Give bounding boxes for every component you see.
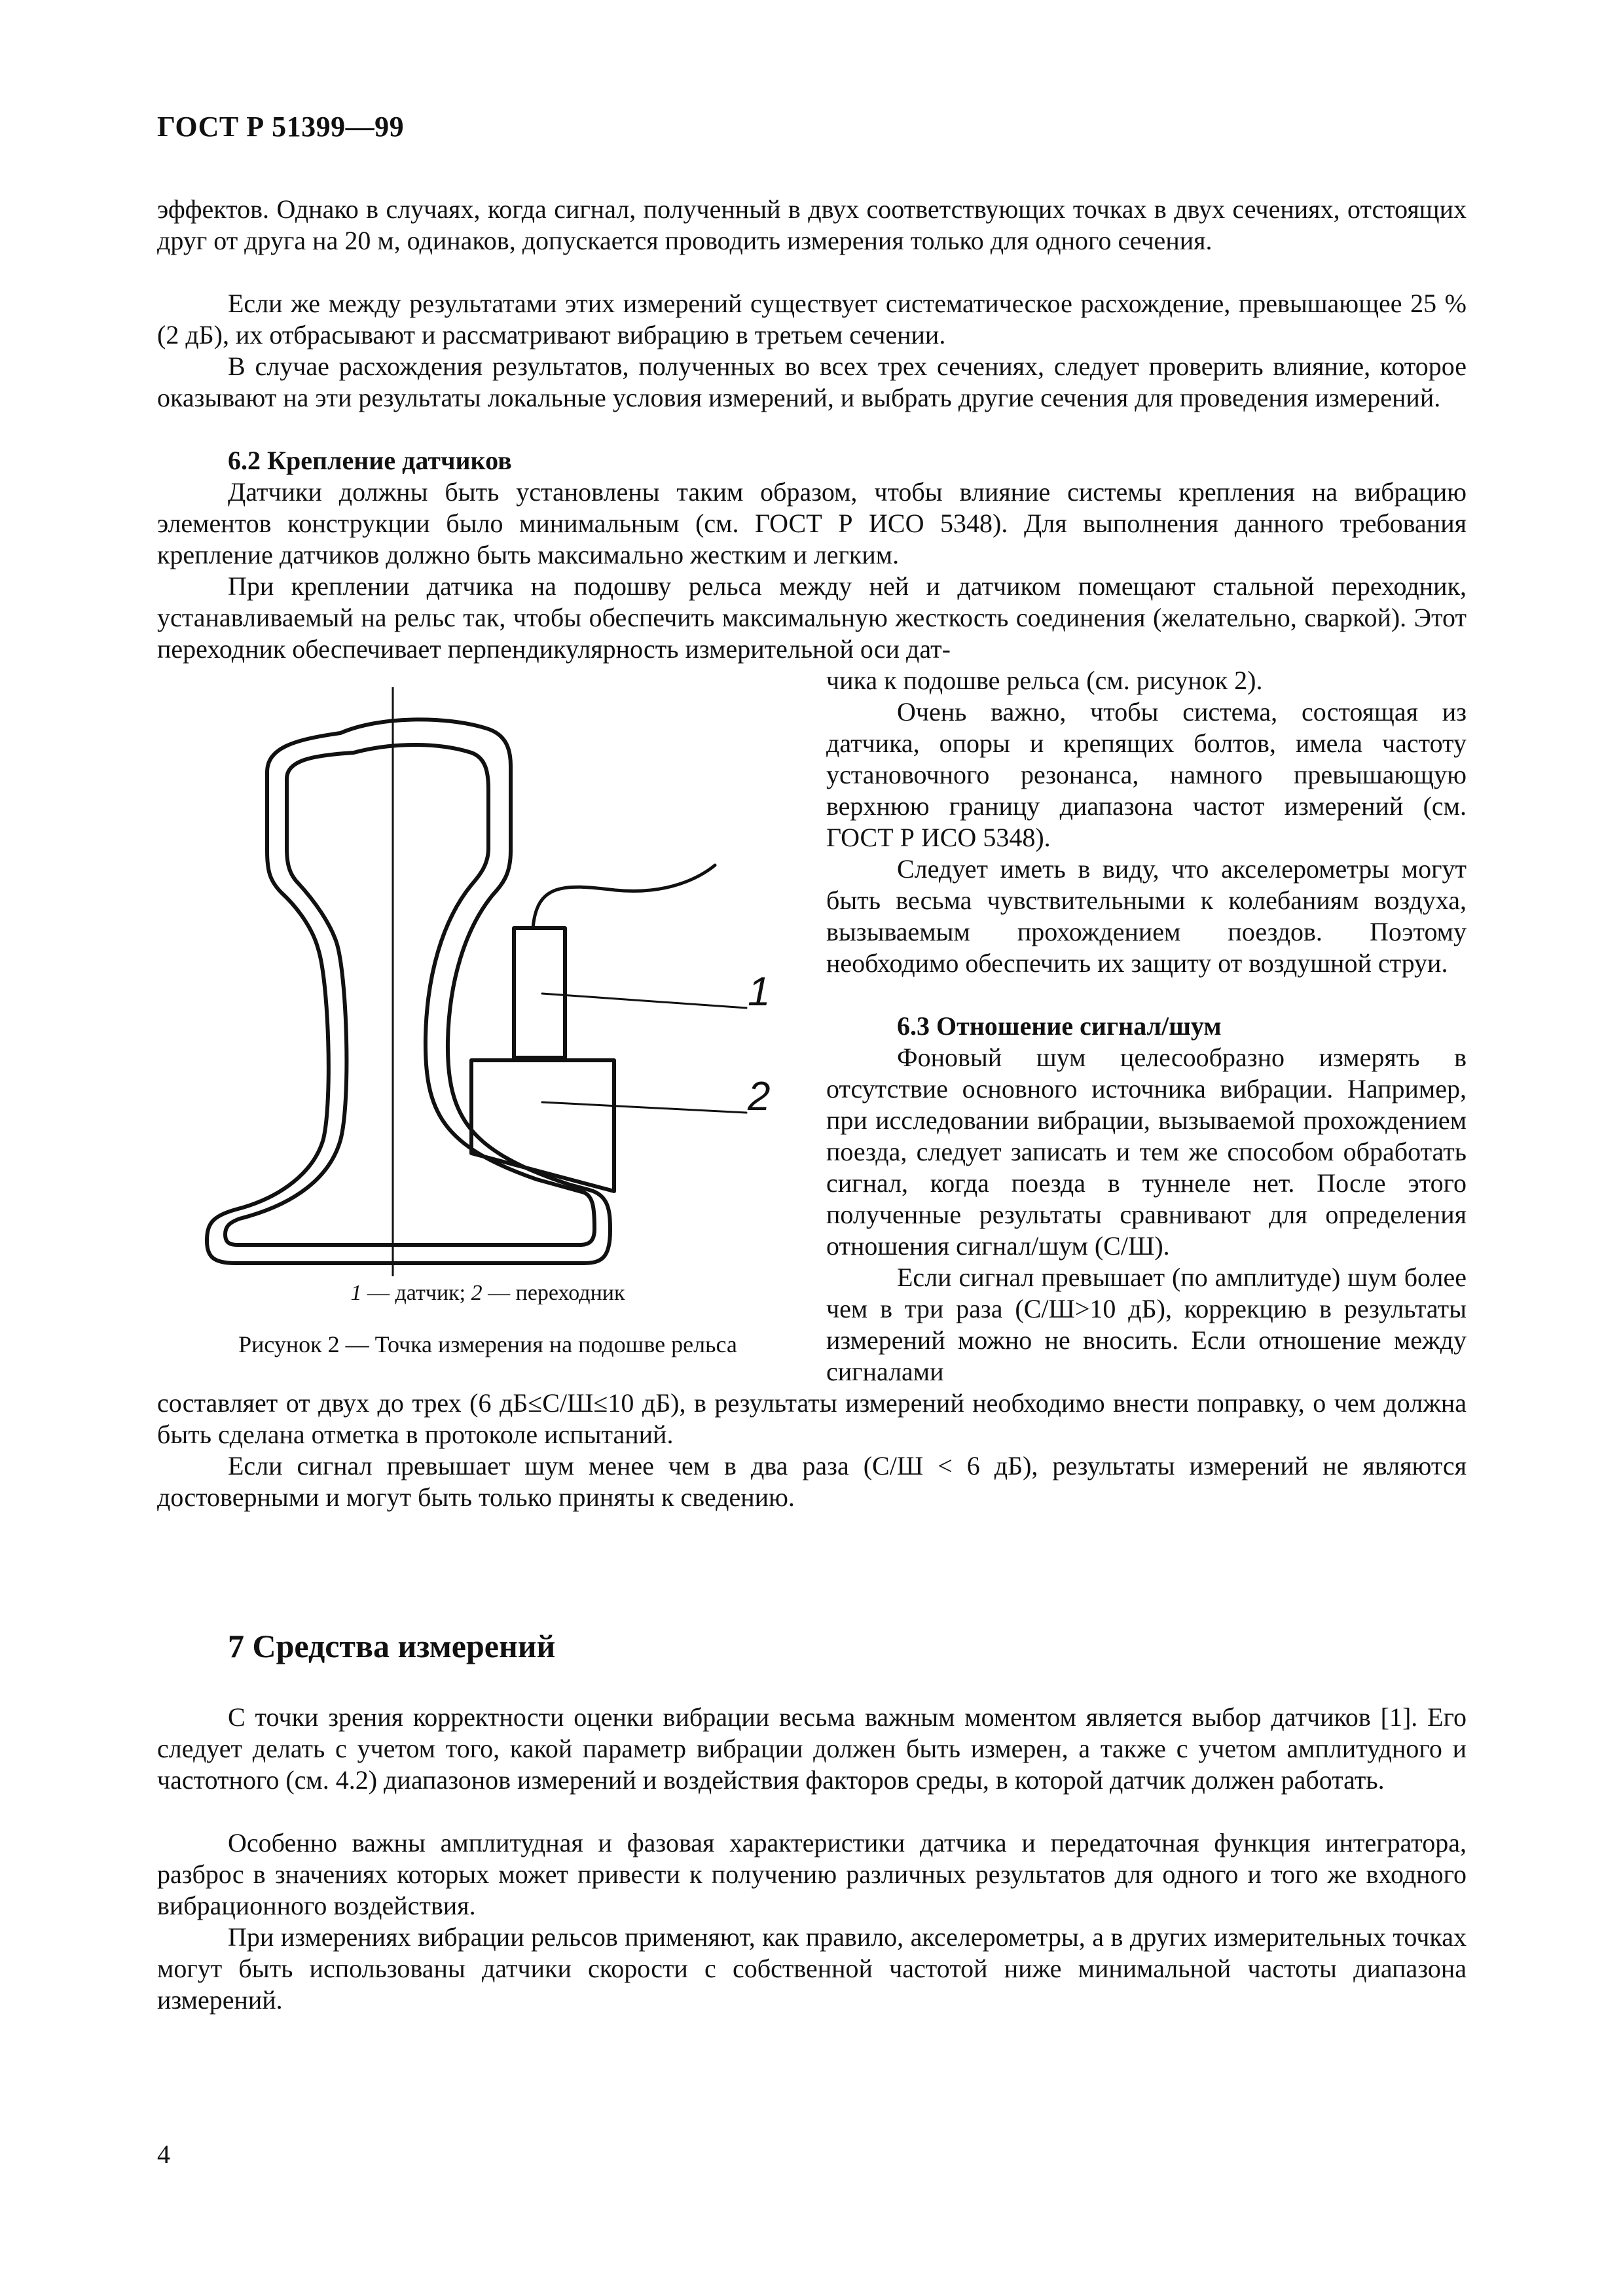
rail-sensor-figure — [183, 687, 812, 1276]
legend-number-1: 1 — [350, 1281, 362, 1305]
sensor-cable — [533, 865, 715, 928]
paragraph: Следует иметь в виду, что акселерометры могут быть весьма чувствительными к колебаниям воздуха, вызываемым прохождением поездов. Поэтому необходимо обеспечить их защиту от воздушной струи. — [826, 854, 1467, 978]
section-heading-7: 7 Средства измерений — [228, 1628, 556, 1664]
figure-label-1: 1 — [748, 969, 771, 1014]
paragraph: С точки зрения корректности оценки вибрации весьма важным моментом является выбор датчиков [1]. Его следует делать с учетом того, какой параметр вибрации должен быть измерен, а также с учетом амплитудного и частотного (см. 4.2) диапазонов измерений и воздействия факторов среды, в которой датчик должен работать. — [157, 1702, 1467, 1795]
paragraph: Фоновый шум целесообразно измерять в отсутствие основного источника вибрации. Например, при исследовании вибрации, вызываемой прохождением поезда, следует записать и тем же способом обработать сигнал, когда поезда в туннеле нет. После этого полученные результаты сравнивают для определения отношения сигнал/шум (С/Ш). — [826, 1043, 1467, 1261]
paragraph: При измерениях вибрации рельсов применяют, как правило, акселерометры, а в других измерительных точках могут быть использованы датчики скорости с собственной частотой ниже минимальной частоты диапазона измерений. — [157, 1922, 1467, 2015]
paragraph: составляет от двух до трех (6 дБ≤С/Ш≤10 дБ), в результаты измерений необходимо внести поправку, о чем должна быть сделана отметка в протоколе испытаний. — [157, 1388, 1467, 1449]
paragraph: Если же между результатами этих измерений существует систематическое расхождение, превышающее 25 % (2 дБ), их отбрасывают и рассматривают вибрацию в третьем сечении. — [157, 289, 1467, 350]
figure-label-2: 2 — [748, 1074, 771, 1119]
figure-legend — [157, 1280, 818, 1306]
paragraph: Если сигнал превышает (по амплитуде) шум более чем в три раза (С/Ш>10 дБ), коррекцию в результаты измерений можно не вносить. Если отношение между сигналами — [826, 1263, 1467, 1386]
paragraph: Датчики должны быть установлены таким образом, чтобы влияние системы крепления на вибрацию элементов конструкции было минимальным (см. ГОСТ Р ИСО 5348). Для выполнения данного требования крепление датчиков должно быть максимально жестким и легким. — [157, 477, 1467, 569]
page-number: 4 — [157, 2140, 170, 2169]
legend-text-1: — датчик; — [361, 1281, 471, 1305]
legend-number-2: 2 — [471, 1281, 483, 1305]
paragraph: эффектов. Однако в случаях, когда сигнал, полученный в двух соответствующих точках в двух сечениях, отстоящих друг от друга на 20 м, одинаков, допускается проводить измерения только для одного сечения. — [157, 194, 1467, 255]
paragraph: Если сигнал превышает шум менее чем в два раза (С/Ш < 6 дБ), результаты измерений не являются достоверными и могут быть только приняты к сведению. — [157, 1451, 1467, 1512]
paragraph: Очень важно, чтобы система, состоящая из датчика, опоры и крепящих болтов, имела частоту установочного резонанса, намного превышающую верхнюю границу диапазона частот измерений (см. ГОСТ Р ИСО 5348). — [826, 697, 1467, 852]
paragraph: Особенно важны амплитудная и фазовая характеристики датчика и передаточная функция интегратора, разброс в значениях которых может привести к получению различных результатов для одного и того же входного вибрационного воздействия. — [157, 1828, 1467, 1920]
subsection-heading-6-2: 6.2 Крепление датчиков — [228, 446, 512, 475]
document-code: ГОСТ Р 51399—99 — [157, 111, 405, 143]
figure-caption: Рисунок 2 — Точка измерения на подошве рельса — [238, 1331, 737, 1357]
sensor-body — [514, 928, 565, 1058]
adapter-block — [471, 1060, 614, 1191]
paragraph: В случае расхождения результатов, полученных во всех трех сечениях, следует проверить влияние, которое оказывают на эти результаты локальные условия измерений, и выбрать другие сечения для проведения измерений. — [157, 351, 1467, 412]
paragraph: При креплении датчика на подошву рельса между ней и датчиком помещают стальной переходник, устанавливаемый на рельс так, чтобы обеспечить максимальную жесткость соединения (желательно, сваркой). Этот переходник обеспечивает перпендикулярность измерительной оси дат- — [157, 571, 1467, 664]
paragraph: чика к подошве рельса (см. рисунок 2). — [826, 666, 1263, 695]
legend-text-2: — переходник — [482, 1281, 625, 1305]
subsection-heading-6-3: 6.3 Отношение сигнал/шум — [897, 1011, 1222, 1041]
